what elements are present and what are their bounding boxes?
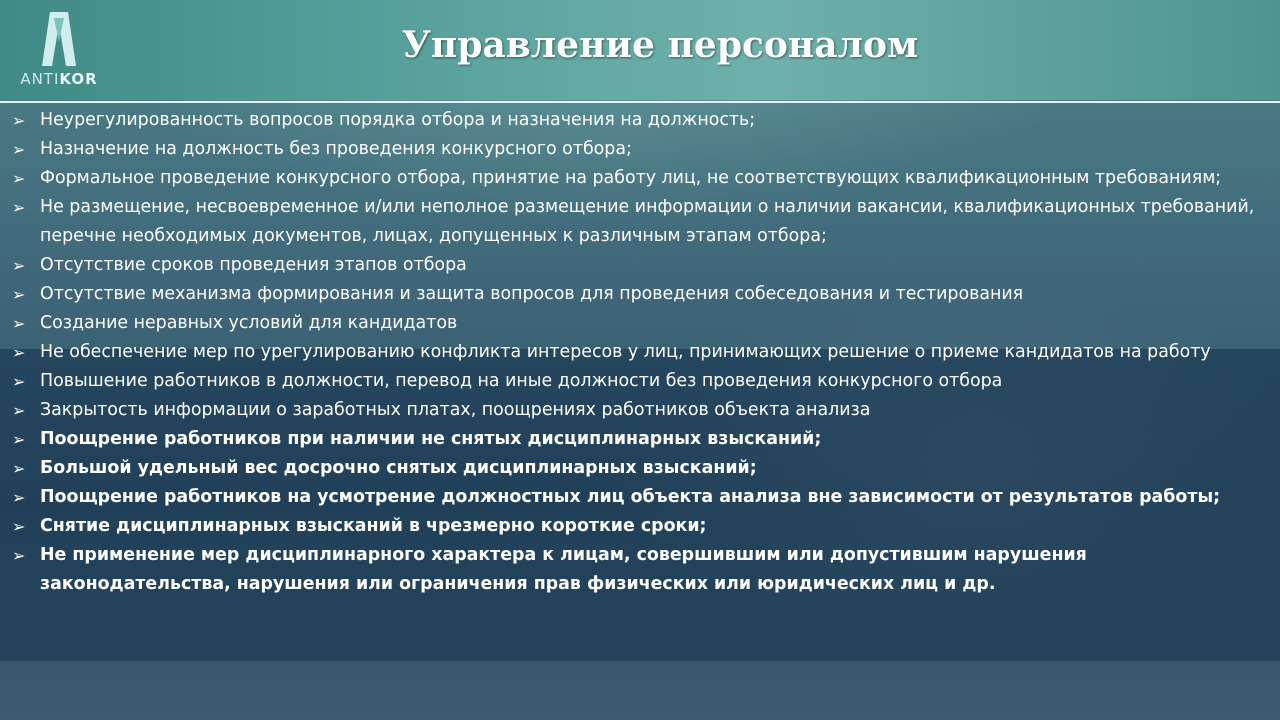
list-item xyxy=(0,193,1280,251)
list-item-text: Поощрение работников при наличии не снятых дисциплинарных взысканий; xyxy=(40,429,822,449)
list-item-text: Не применение мер дисциплинарного характера к лицам, совершившим или допустившим нарушения законодательства, нарушения или ограничения прав физических или юридических лиц и др. xyxy=(40,545,1087,594)
slide-header xyxy=(0,0,1280,100)
list-item-text: Создание неравных условий для кандидатов xyxy=(40,313,458,333)
list-item xyxy=(0,164,1280,193)
list-item-text: Неурегулированность вопросов порядка отбора и назначения на должность; xyxy=(40,110,756,130)
logo-text-kor: KOR xyxy=(59,70,98,88)
list-item-text: Закрытость информации о заработных платах, поощрениях работников объекта анализа xyxy=(40,400,871,420)
arrow-bullet-icon: ➢ xyxy=(12,459,26,478)
arrow-bullet-icon: ➢ xyxy=(12,111,26,130)
logo-text xyxy=(14,70,104,88)
list-item xyxy=(0,367,1280,396)
arrow-bullet-icon: ➢ xyxy=(12,314,26,333)
list-item-text: Повышение работников в должности, перевод на иные должности без проведения конкурсного отбора xyxy=(40,371,1003,391)
list-item xyxy=(0,425,1280,454)
list-item xyxy=(0,396,1280,425)
arrow-bullet-icon: ➢ xyxy=(12,140,26,159)
list-item-text: Снятие дисциплинарных взысканий в чрезмерно короткие сроки; xyxy=(40,516,707,536)
arrow-bullet-icon: ➢ xyxy=(12,401,26,420)
arrow-bullet-icon: ➢ xyxy=(12,169,26,188)
arrow-bullet-icon: ➢ xyxy=(12,488,26,507)
list-item-text: Отсутствие сроков проведения этапов отбора xyxy=(40,255,467,275)
list-item xyxy=(0,251,1280,280)
list-item xyxy=(0,106,1280,135)
list-item xyxy=(0,512,1280,541)
arrow-bullet-icon: ➢ xyxy=(12,343,26,362)
arrow-bullet-icon: ➢ xyxy=(12,285,26,304)
arrow-bullet-icon: ➢ xyxy=(12,546,26,565)
list-item xyxy=(0,280,1280,309)
risk-list xyxy=(0,106,1280,599)
list-item xyxy=(0,135,1280,164)
page-title: Управление персоналом xyxy=(401,24,919,66)
antikor-logo xyxy=(14,12,104,92)
arrow-bullet-icon: ➢ xyxy=(12,430,26,449)
list-item-text: Большой удельный вес досрочно снятых дисциплинарных взысканий; xyxy=(40,458,757,478)
list-item-text: Формальное проведение конкурсного отбора, принятие на работу лиц, не соответствующих квалификационным требованиям; xyxy=(40,168,1222,188)
list-item xyxy=(0,454,1280,483)
list-item-text: Назначение на должность без проведения конкурсного отбора; xyxy=(40,139,632,159)
arrow-bullet-icon: ➢ xyxy=(12,372,26,391)
arrow-bullet-icon: ➢ xyxy=(12,198,26,217)
logo-a-icon xyxy=(36,12,82,66)
arrow-bullet-icon: ➢ xyxy=(12,256,26,275)
list-item-text: Не обеспечение мер по урегулированию конфликта интересов у лиц, принимающих решение о приеме кандидатов на работу xyxy=(40,342,1211,362)
list-item-text: Поощрение работников на усмотрение должностных лиц объекта анализа вне зависимости от результатов работы; xyxy=(40,487,1221,507)
arrow-bullet-icon: ➢ xyxy=(12,517,26,536)
list-item xyxy=(0,483,1280,512)
list-item-text: Отсутствие механизма формирования и защита вопросов для проведения собеседования и тестирования xyxy=(40,284,1024,304)
list-item xyxy=(0,541,1280,599)
list-item xyxy=(0,309,1280,338)
list-item xyxy=(0,338,1280,367)
logo-text-anti: ANTI xyxy=(20,70,60,88)
list-item-text: Не размещение, несвоевременное и/или неполное размещение информации о наличии вакансии, квалификационных требований, перечне необходимых документов, лицах, допущенных к различным этапам отбора; xyxy=(40,197,1255,246)
